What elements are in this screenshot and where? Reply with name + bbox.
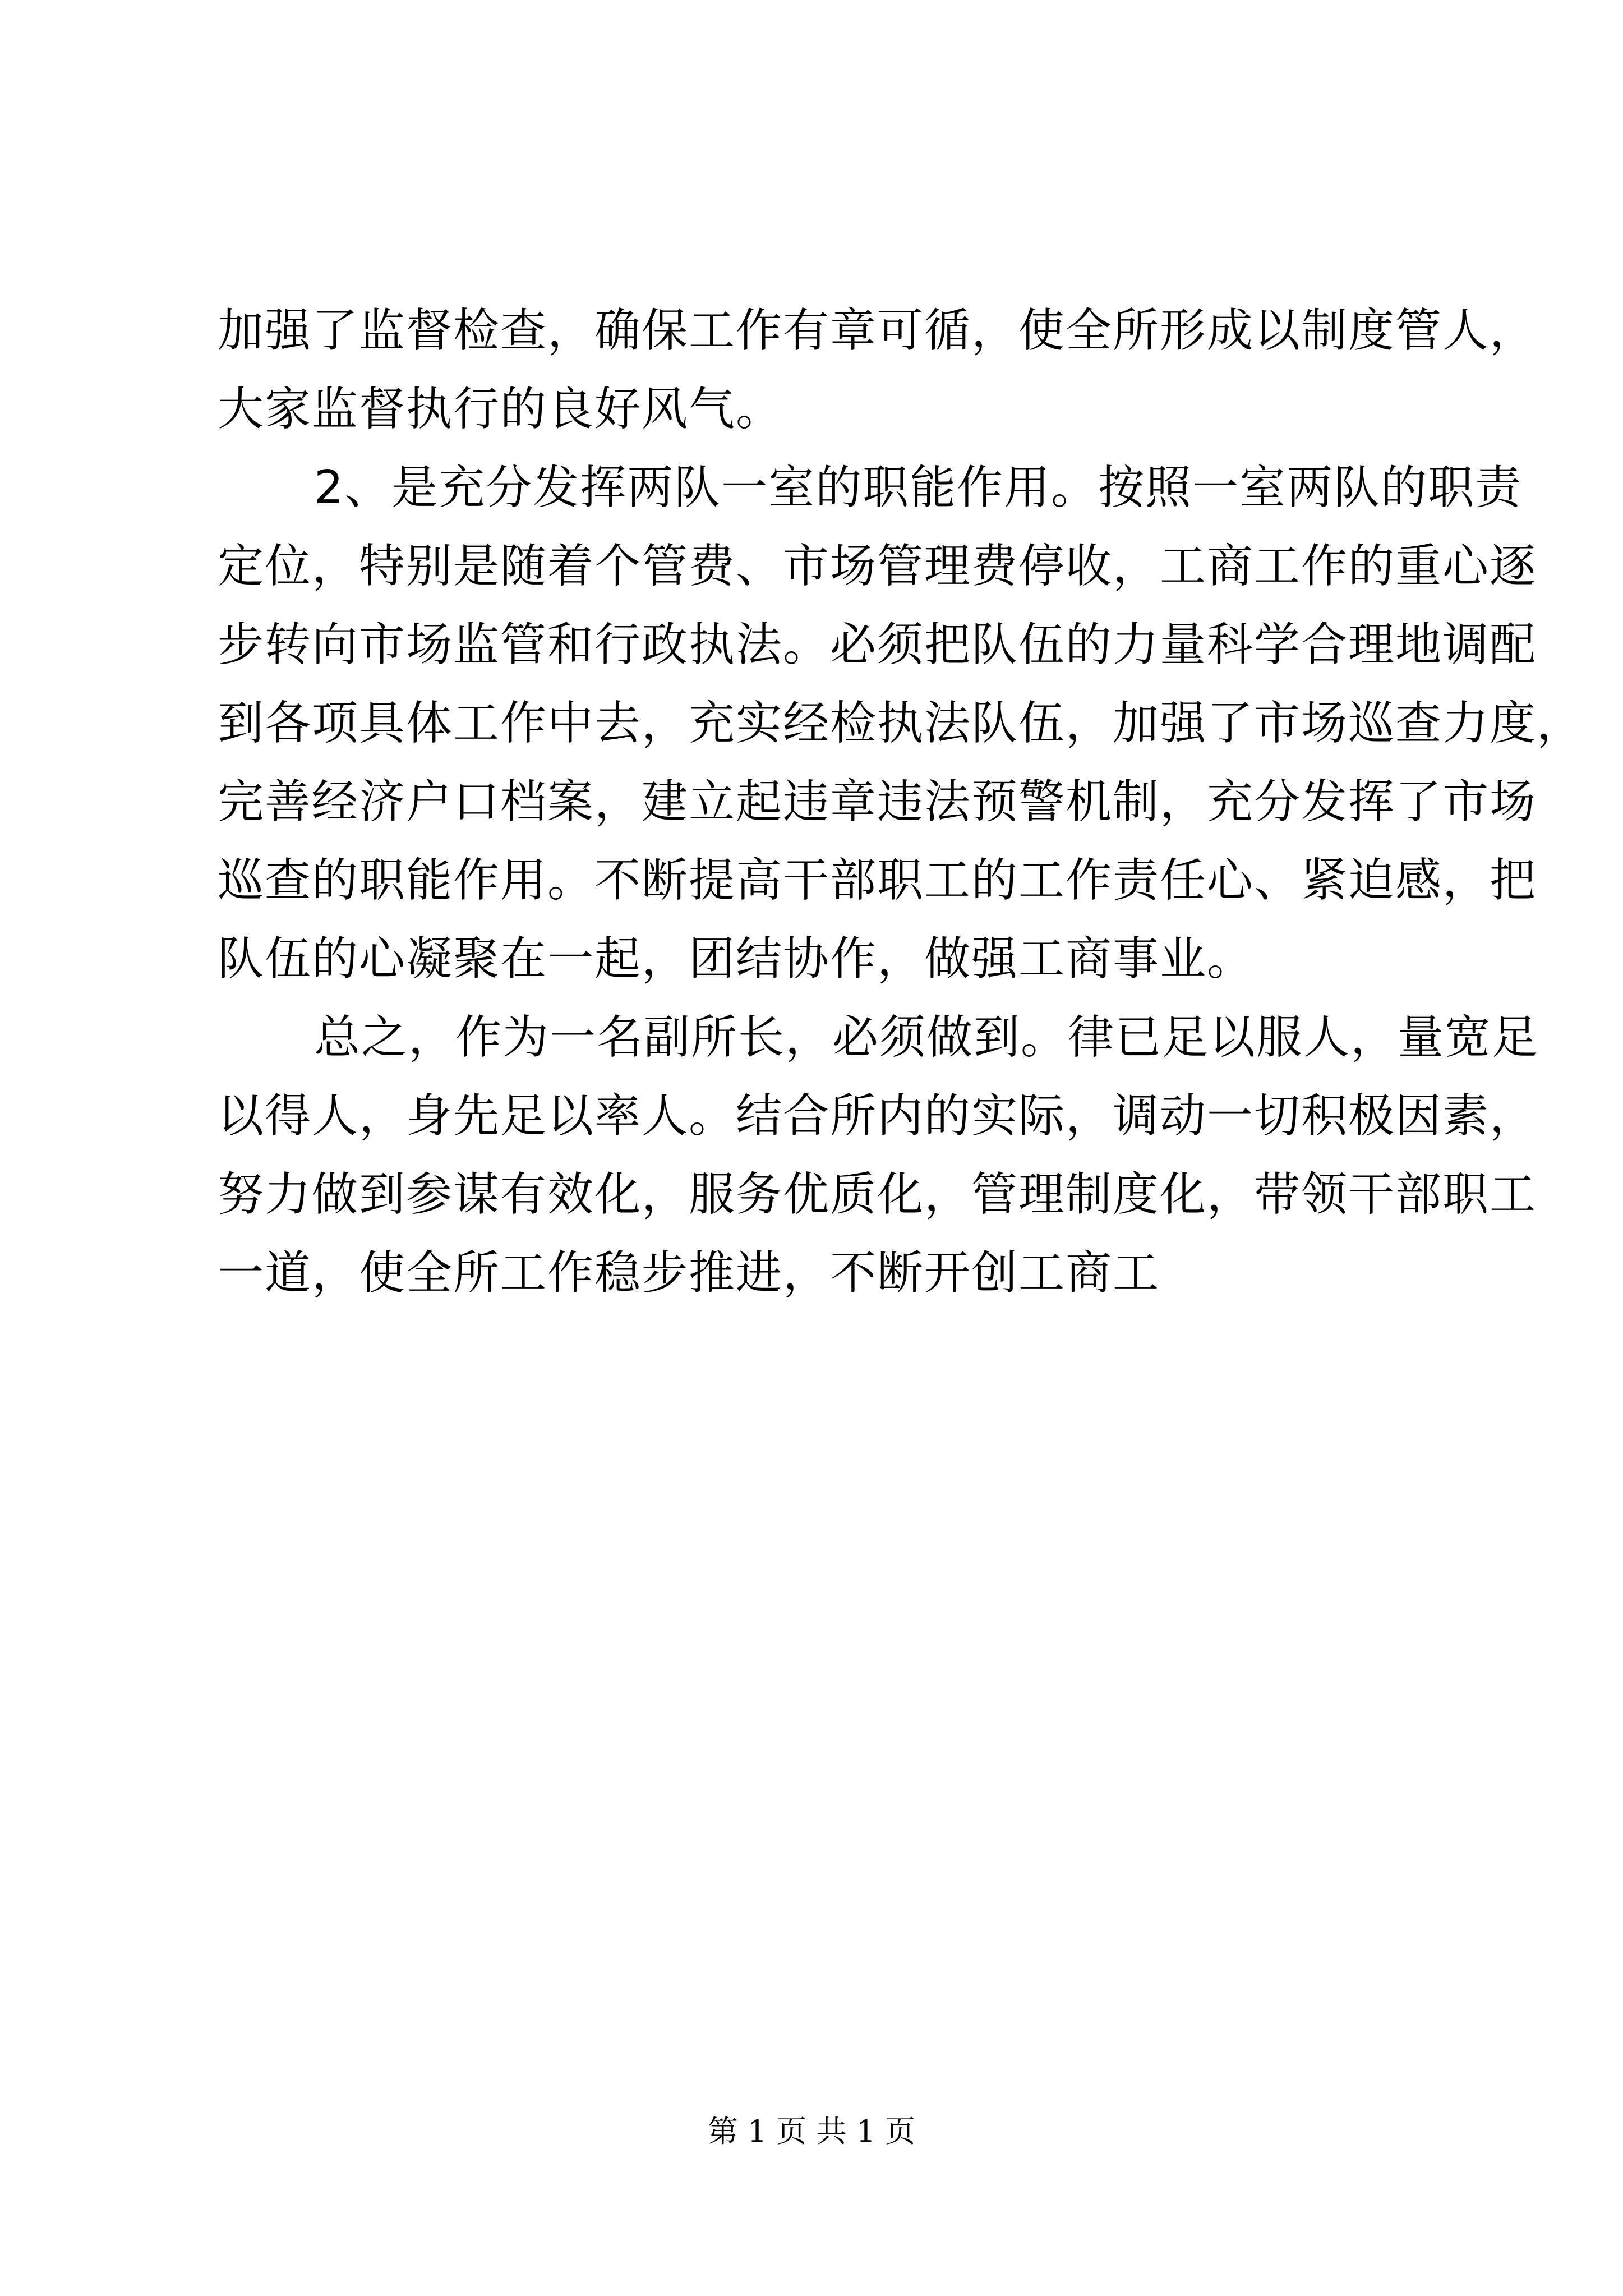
document-body [218,292,1584,1313]
page-footer [0,2109,1623,2154]
body-line: 到各项具体工作中去，充实经检执法队伍，加强了市场巡查力度， [218,697,1584,750]
body-line: 巡查的职能作用。不断提高干部职工的工作责任心、紧迫感，把 [218,854,1537,907]
body-line: 步转向市场监管和行政执法。必须把队伍的力量科学合理地调配 [218,618,1537,671]
body-line: 完善经济户口档案，建立起违章违法预警机制，充分发挥了市场 [218,775,1537,829]
body-line: 大家监督执行的良好风气。 [218,383,783,436]
paragraph-start-line: 2、是充分发挥两队一室的职能作用。按照一室两队的职责 [314,461,1523,514]
body-line: 以得人，身先足以率人。结合所内的实际，调动一切积极因素， [218,1089,1537,1143]
body-line: 一道，使全所工作稳步推进，不断开创工商工 [218,1246,1160,1300]
page-number: 第 1 页 共 1 页 [707,2114,916,2149]
body-line: 队伍的心凝聚在一起，团结协作，做强工商事业。 [218,932,1255,986]
body-line: 加强了监督检查，确保工作有章可循，使全所形成以制度管人， [218,304,1537,357]
body-line: 定位，特别是随着个管费、市场管理费停收，工商工作的重心逐 [218,540,1537,593]
paragraph-start-line: 总之，作为一名副所长，必须做到。律已足以服人，量宽足 [314,1011,1539,1064]
body-line: 努力做到参谋有效化，服务优质化，管理制度化，带领干部职工 [218,1168,1537,1221]
